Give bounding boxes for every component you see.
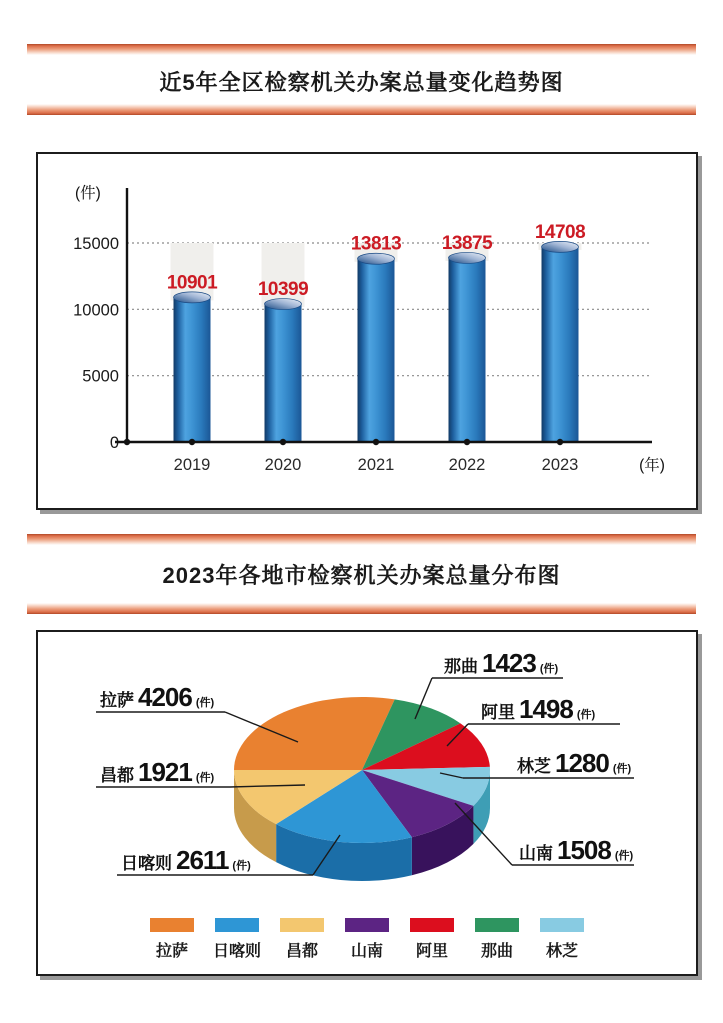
bar-value-label: 10399 bbox=[257, 279, 309, 301]
bar-chart-svg bbox=[38, 154, 696, 504]
legend-swatch bbox=[475, 918, 519, 932]
pie-label-林芝: 林芝 1280 (件) bbox=[517, 748, 632, 778]
x-tick-label: 2019 bbox=[173, 456, 211, 474]
pie-chart-panel bbox=[36, 630, 698, 976]
bar-2022 bbox=[449, 258, 486, 442]
bar-cap bbox=[358, 253, 395, 264]
pie-chart-title: 2023年各地市检察机关办案总量分布图 bbox=[162, 563, 561, 588]
pie-label-昌都: 昌都 1921 (件) bbox=[100, 757, 215, 787]
x-axis-dot bbox=[557, 439, 563, 445]
legend-item bbox=[213, 918, 262, 961]
legend-swatch bbox=[410, 918, 454, 932]
bar-2020 bbox=[265, 304, 302, 442]
bar-chart-title: 近5年全区检察机关办案总量变化趋势图 bbox=[159, 70, 564, 95]
legend-label: 阿里 bbox=[415, 943, 448, 960]
x-tick-label: 2020 bbox=[264, 456, 302, 474]
bar-2021 bbox=[358, 259, 395, 442]
legend-label: 昌都 bbox=[285, 943, 318, 960]
legend-label: 日喀则 bbox=[213, 943, 262, 960]
pie-label-那曲: 那曲 1423 (件) bbox=[444, 648, 559, 678]
x-tick-label: 2021 bbox=[357, 456, 395, 474]
legend-swatch bbox=[215, 918, 259, 932]
y-tick-label: 10000 bbox=[73, 301, 119, 320]
y-tick-label: 0 bbox=[109, 434, 119, 452]
bar-value-label: 13875 bbox=[441, 232, 493, 254]
bar-value-label: 13813 bbox=[350, 233, 402, 255]
legend-item bbox=[475, 918, 519, 961]
legend-label: 山南 bbox=[350, 943, 383, 960]
separator-bar bbox=[27, 603, 696, 614]
separator-bar bbox=[27, 104, 696, 115]
bar-2023 bbox=[542, 247, 579, 442]
x-tick-label: 2022 bbox=[448, 456, 486, 474]
legend-swatch bbox=[345, 918, 389, 932]
pie-label-拉萨: 拉萨 4206 (件) bbox=[100, 682, 215, 712]
y-tick-label: 5000 bbox=[82, 367, 119, 386]
x-axis-dot bbox=[373, 439, 379, 445]
legend-item bbox=[345, 918, 389, 961]
bar-cap bbox=[265, 299, 302, 310]
bar-chart-panel bbox=[36, 152, 698, 510]
legend-label: 林芝 bbox=[545, 943, 578, 960]
legend-swatch bbox=[280, 918, 324, 932]
separator-bar bbox=[27, 44, 696, 55]
pie-label-日喀则: 日喀则 2611 (件) bbox=[121, 845, 251, 875]
legend-swatch bbox=[540, 918, 584, 932]
pie-legend bbox=[38, 918, 696, 961]
bar-cap bbox=[174, 292, 211, 303]
bar-2019 bbox=[174, 297, 211, 442]
pie-chart-svg bbox=[38, 632, 696, 916]
legend-item bbox=[540, 918, 584, 961]
y-axis-unit: (件) bbox=[75, 185, 101, 202]
x-tick-label: 2023 bbox=[541, 456, 579, 474]
x-axis-dot bbox=[189, 439, 195, 445]
y-tick-label: 15000 bbox=[73, 235, 119, 253]
x-axis-dot bbox=[464, 439, 470, 445]
legend-item bbox=[150, 918, 194, 961]
bar-cap bbox=[542, 241, 579, 252]
legend-label: 拉萨 bbox=[155, 943, 188, 960]
x-axis-unit: (年) bbox=[639, 457, 665, 474]
legend-item bbox=[280, 918, 324, 961]
legend-swatch bbox=[150, 918, 194, 932]
pie-label-山南: 山南 1508 (件) bbox=[519, 835, 634, 865]
pie-label-阿里: 阿里 1498 (件) bbox=[481, 694, 596, 724]
bar-value-label: 14708 bbox=[534, 221, 586, 243]
bar-value-label: 10901 bbox=[166, 272, 218, 294]
separator-bar bbox=[27, 534, 696, 545]
x-axis-dot bbox=[280, 439, 286, 445]
bar-cap bbox=[449, 252, 486, 263]
legend-label: 那曲 bbox=[480, 943, 513, 960]
legend-item bbox=[410, 918, 454, 961]
